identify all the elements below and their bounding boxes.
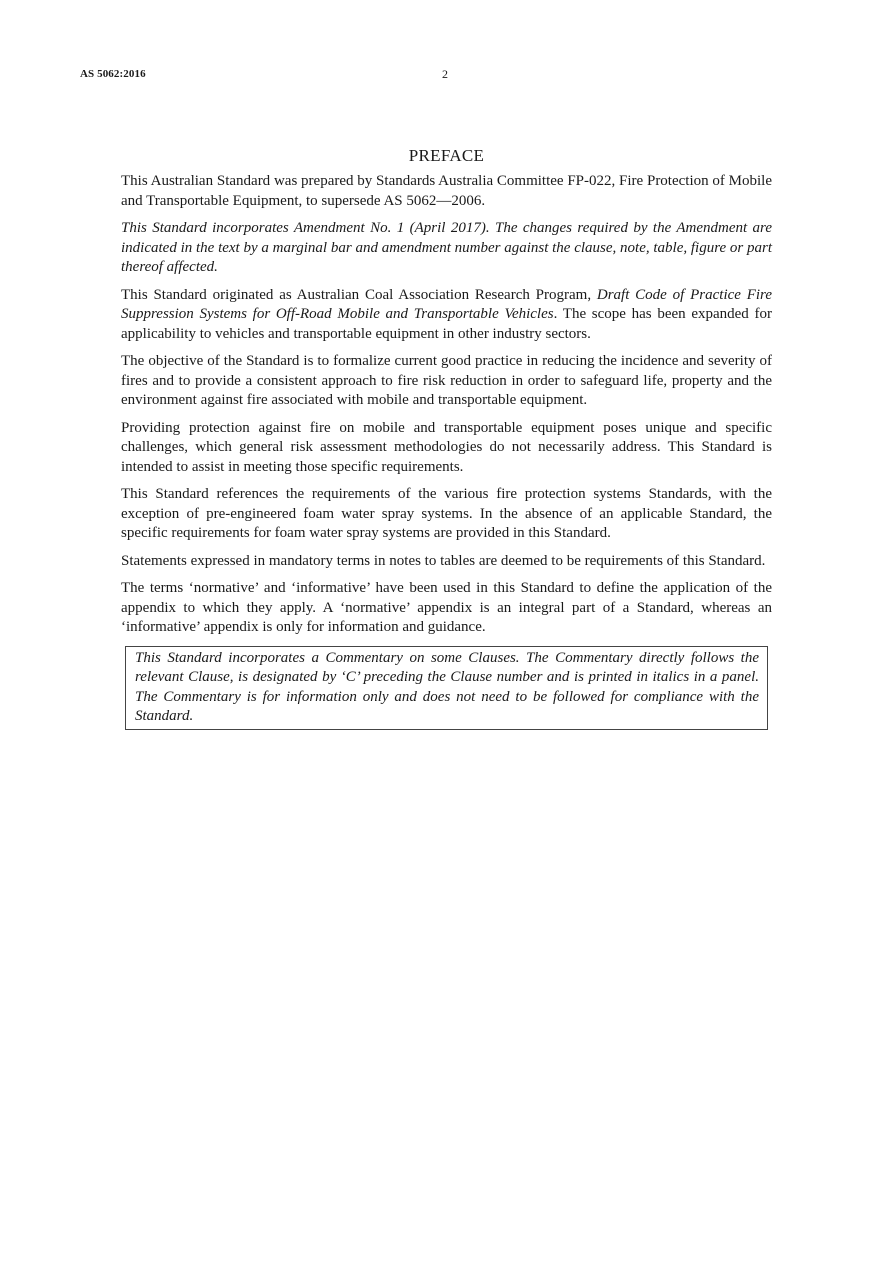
paragraph-objective: The objective of the Standard is to formalize current good practice in reducing the incidence and severity of fires and to provide a consistent approach to fire risk reduction in order to safeguard life, property and the environment against fire associated with mobile and transportable equipment. bbox=[121, 353, 772, 408]
page-title: PREFACE bbox=[408, 146, 485, 165]
commentary-panel bbox=[125, 646, 768, 730]
commentary-text: This Standard incorporates a Commentary on some Clauses. The Commentary directly follows the relevant Clause, is designated by ‘C’ preceding the Clause number and is printed in italics in a panel. The Commentary is for information only and does not need to be followed for compliance with the Standard. bbox=[135, 649, 759, 724]
document-id: AS 5062:2016 bbox=[80, 68, 146, 80]
paragraph-amendment: This Standard incorporates Amendment No. 1 (April 2017). The changes required by the Amendment are indicated in the text by a marginal bar and amendment number against the clause, note, table, figure or part thereof affected. bbox=[121, 220, 772, 275]
paragraph-normative: The terms ‘normative’ and ‘informative’ have been used in this Standard to define the application of the appendix to which they apply. A ‘normative’ appendix is an integral part of a Standard, whereas an ‘informative’ appendix is only for information and guidance. bbox=[121, 580, 772, 635]
page-number: 2 bbox=[442, 67, 448, 81]
origin-text-end: . The scope has been expanded for applicability to vehicles and transportable equipment in other industry sectors. bbox=[121, 306, 772, 342]
origin-text-start: This Standard originated as Australian Coal Association Research Program, bbox=[121, 286, 597, 303]
paragraph-challenges: Providing protection against fire on mobile and transportable equipment poses unique and specific challenges, which general risk assessment methodologies do not necessarily address. This Standard is intended to assist in meeting those specific requirements. bbox=[121, 419, 772, 475]
paragraph-mandatory: Statements expressed in mandatory terms in notes to tables are deemed to be requirements of this Standard. bbox=[121, 552, 766, 569]
paragraph-committee: This Australian Standard was prepared by Standards Australia Committee FP-022, Fire Protection of Mobile and Transportable Equipment, to supersede AS 5062—2006. bbox=[121, 173, 772, 209]
paragraph-references: This Standard references the requirements of the various fire protection systems Standards, with the exception of pre-engineered foam water spray systems. In the absence of an applicable Standard, the specific requirements for foam water spray systems are provided in this Standard. bbox=[121, 486, 772, 541]
origin-document-title: Draft Code of Practice Fire Suppression Systems for Off-Road Mobile and Transportable Vehicles bbox=[121, 286, 772, 322]
paragraph-origin bbox=[121, 286, 772, 345]
preface-section bbox=[121, 146, 772, 730]
